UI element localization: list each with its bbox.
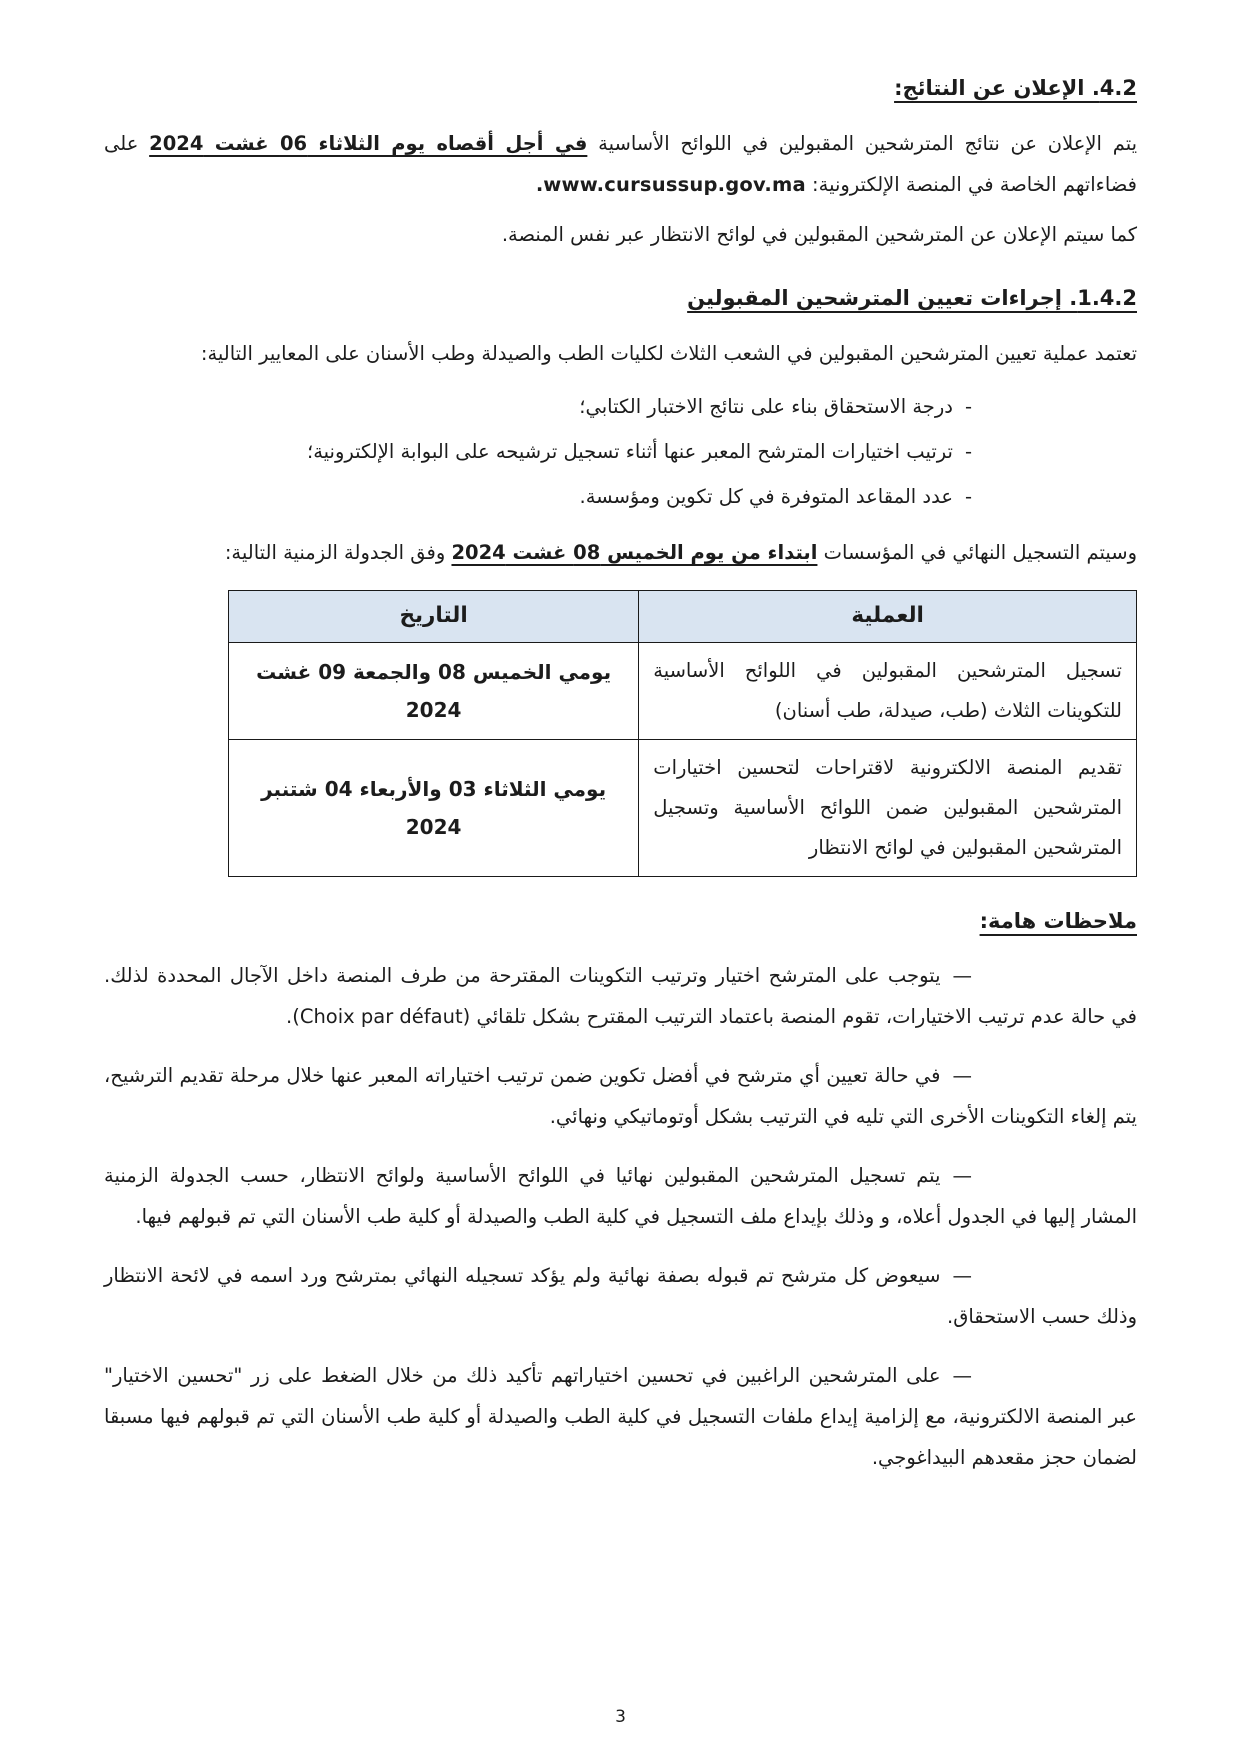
section-4-2-title: 4.2. الإعلان عن النتائج:: [894, 76, 1137, 100]
results-text-part2: على فضاءاتهم الخاصة في المنصة الإلكترونية:: [104, 131, 1137, 196]
deadline-date-text: في أجل أقصاه يوم الثلاثاء 06 غشت 2024: [149, 131, 588, 155]
operation-column-header: العملية: [639, 591, 1137, 643]
dash-marker: —: [952, 1264, 972, 1288]
table-row: [228, 642, 1136, 739]
note-text: يتوجب على المترشح اختيار وترتيب التكوينات المقترحة من طرف المنصة داخل الآجال المحددة لذلك. في حالة عدم ترتيب الاختيارات، تقوم المنصة باعتماد الترتيب المقترح بشكل تلقائي (Choix par défaut).: [104, 964, 1137, 1029]
table-header-row: [228, 591, 1136, 643]
results-text-part1: يتم الإعلان عن نتائج المترشحين المقبولين في اللوائح الأساسية: [587, 131, 1138, 155]
sentence-period: .: [535, 172, 544, 196]
schedule-intro-part1: وسيتم التسجيل النهائي في المؤسسات: [817, 541, 1137, 565]
dash-marker: —: [952, 1164, 972, 1188]
notes-title: ملاحظات هامة:: [979, 908, 1137, 933]
procedures-intro-paragraph: تعتمد عملية تعيين المترشحين المقبولين في الشعب الثلاث لكليات الطب والصيدلة وطب الأسنان على المعايير التالية:: [200, 342, 1137, 365]
note-item: [104, 1156, 1137, 1238]
criterion-item: [104, 475, 1137, 520]
schedule-table: [228, 590, 1137, 876]
platform-url-link[interactable]: www.cursussup.gov.ma: [543, 172, 806, 196]
table-row: [228, 739, 1136, 876]
schedule-intro-paragraph: [104, 533, 1137, 574]
operation-cell: تقديم المنصة الالكترونية لاقتراحات لتحسين اختيارات المترشحين المقبولين ضمن اللوائح الأساسية وتسجيل المترشحين المقبولين في لوائح الانتظار: [639, 739, 1137, 876]
results-announcement-paragraph: [104, 124, 1137, 206]
dash-marker: -: [964, 394, 972, 418]
dash-marker: -: [964, 439, 972, 463]
waitlist-announcement-paragraph: كما سيتم الإعلان عن المترشحين المقبولين في لوائح الانتظار عبر نفس المنصة.: [501, 223, 1137, 247]
date-cell: يومي الثلاثاء 03 والأربعاء 04 شتنبر 2024: [228, 739, 638, 876]
dash-marker: —: [952, 964, 972, 988]
page-number: 3: [615, 1707, 626, 1727]
operation-cell: تسجيل المترشحين المقبولين في اللوائح الأساسية للتكوينات الثلاث (طب، صيدلة، طب أسنان): [639, 642, 1137, 739]
criteria-list: [104, 385, 1137, 520]
note-item: [104, 956, 1137, 1038]
dash-marker: —: [952, 1363, 972, 1387]
criterion-text: ترتيب اختيارات المترشح المعبر عنها أثناء تسجيل ترشيحه على البوابة الإلكترونية؛: [307, 439, 953, 463]
date-column-header: التاريخ: [228, 591, 638, 643]
schedule-intro-part2: وفق الجدولة الزمنية التالية:: [224, 541, 452, 565]
note-text: يتم تسجيل المترشحين المقبولين نهائيا في اللوائح الأساسية ولوائح الانتظار، حسب الجدولة الزمنية المشار إليها في الجدول أعلاه، و وذلك بإيداع ملف التسجيل في كلية الطب والصيدلة أو كلية طب الأسنان التي تم قبولهم فيها.: [104, 1164, 1137, 1229]
registration-start-date-text: ابتداء من يوم الخميس 08 غشت 2024: [451, 541, 818, 565]
dash-marker: -: [964, 484, 972, 508]
criterion-item: [104, 430, 1137, 475]
note-text: على المترشحين الراغبين في تحسين اختياراتهم تأكيد ذلك من خلال الضغط على زر "تحسين الاختيار" عبر المنصة الالكترونية، مع إلزامية إيداع ملفات التسجيل في كلية الطب والصيدلة أو كلية طب الأسنان التي تم قبولهم فيها مسبقا لضمان حجز مقعدهم البيداغوجي.: [104, 1363, 1137, 1469]
dash-marker: —: [952, 1064, 972, 1088]
note-item: [104, 1256, 1137, 1338]
note-text: في حالة تعيين أي مترشح في أفضل تكوين ضمن ترتيب اختياراته المعبر عنها خلال مرحلة تقديم الترشيح، يتم إلغاء التكوينات الأخرى التي تليه في الترتيب بشكل أوتوماتيكي ونهائي.: [104, 1064, 1137, 1129]
criterion-item: [104, 385, 1137, 430]
note-item: [104, 1356, 1137, 1479]
notes-list: [104, 956, 1137, 1478]
criterion-text: عدد المقاعد المتوفرة في كل تكوين ومؤسسة.: [579, 484, 953, 508]
note-text: سيعوض كل مترشح تم قبوله بصفة نهائية ولم يؤكد تسجيله النهائي بمترشح ورد اسمه في لائحة الانتظار وذلك حسب الاستحقاق.: [104, 1264, 1137, 1328]
note-item: [104, 1056, 1137, 1138]
section-1-4-2-title: 1.4.2. إجراءات تعيين المترشحين المقبولين: [687, 286, 1137, 311]
criterion-text: درجة الاستحقاق بناء على نتائج الاختبار الكتابي؛: [579, 394, 953, 418]
date-cell: يومي الخميس 08 والجمعة 09 غشت 2024: [228, 642, 638, 739]
